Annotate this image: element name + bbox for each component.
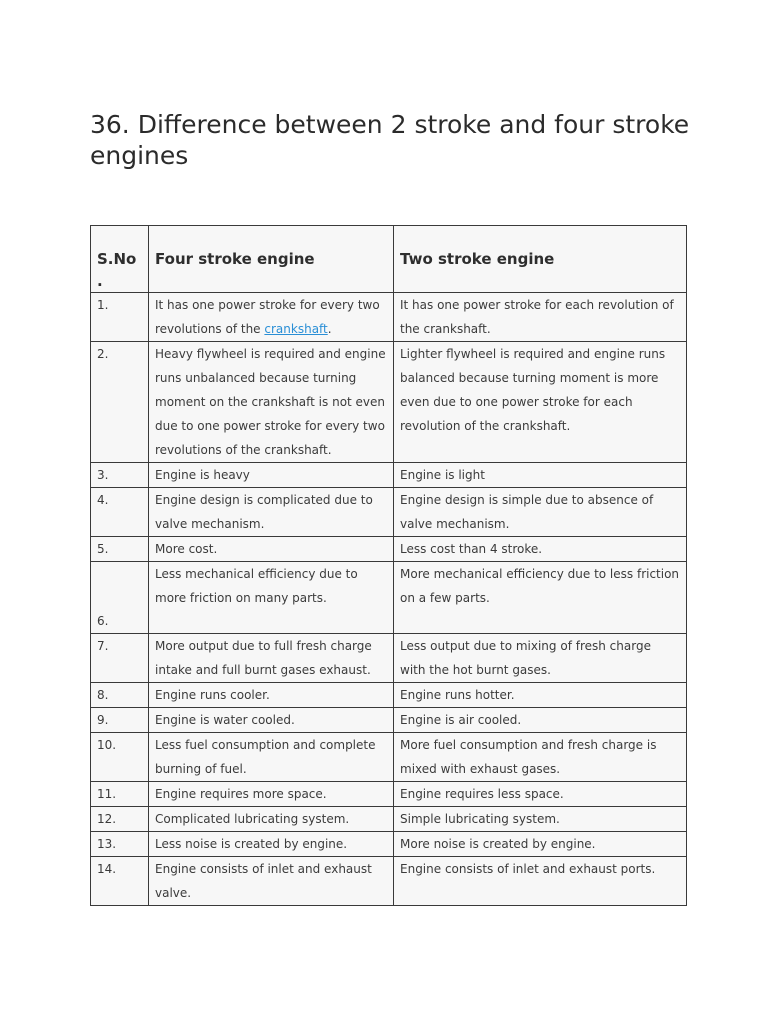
cell-sno: 11. <box>91 782 149 807</box>
cell-two-stroke: Less cost than 4 stroke. <box>394 537 687 562</box>
table-row <box>91 293 687 342</box>
header-two-stroke: Two stroke engine <box>394 226 687 293</box>
cell-four-stroke: Heavy flywheel is required and engine runs unbalanced because turning moment on the crankshaft is not even due to one power stroke for every two revolutions of the crankshaft. <box>149 342 394 463</box>
cell-two-stroke: More mechanical efficiency due to less friction on a few parts. <box>394 562 687 634</box>
cell-sno: 3. <box>91 463 149 488</box>
cell-four-stroke: Less noise is created by engine. <box>149 832 394 857</box>
cell-sno: 10. <box>91 733 149 782</box>
table-row <box>91 537 687 562</box>
table-row <box>91 832 687 857</box>
cell-two-stroke: More fuel consumption and fresh charge is mixed with exhaust gases. <box>394 733 687 782</box>
cell-sno: 14. <box>91 857 149 906</box>
header-sno: S.No . <box>91 226 149 293</box>
cell-sno: 5. <box>91 537 149 562</box>
cell-sno: 1. <box>91 293 149 342</box>
cell-four-stroke: Engine consists of inlet and exhaust valve. <box>149 857 394 906</box>
cell-two-stroke: Simple lubricating system. <box>394 807 687 832</box>
cell-sno: 6. <box>91 562 149 634</box>
cell-sno: 2. <box>91 342 149 463</box>
cell-sno: 9. <box>91 708 149 733</box>
cell-two-stroke: Engine is light <box>394 463 687 488</box>
cell-four-stroke: Complicated lubricating system. <box>149 807 394 832</box>
table-row <box>91 488 687 537</box>
table-row <box>91 733 687 782</box>
crankshaft-link[interactable]: crankshaft <box>264 322 328 336</box>
comparison-table <box>90 225 687 906</box>
table-row <box>91 782 687 807</box>
cell-four-stroke: More output due to full fresh charge intake and full burnt gases exhaust. <box>149 634 394 683</box>
table-row <box>91 463 687 488</box>
cell-text: It has one power stroke for every two revolutions of the <box>155 298 380 336</box>
cell-sno: 13. <box>91 832 149 857</box>
cell-four-stroke: Engine is water cooled. <box>149 708 394 733</box>
cell-four-stroke: Less mechanical efficiency due to more friction on many parts. <box>149 562 394 634</box>
cell-two-stroke: More noise is created by engine. <box>394 832 687 857</box>
table-header-row <box>91 226 687 293</box>
cell-two-stroke: Engine is air cooled. <box>394 708 687 733</box>
cell-two-stroke: Lighter flywheel is required and engine runs balanced because turning moment is more even due to one power stroke for each revolution of the crankshaft. <box>394 342 687 463</box>
cell-sno: 4. <box>91 488 149 537</box>
cell-sno: 12. <box>91 807 149 832</box>
cell-four-stroke: Engine requires more space. <box>149 782 394 807</box>
cell-sno: 8. <box>91 683 149 708</box>
cell-four-stroke: Engine design is complicated due to valve mechanism. <box>149 488 394 537</box>
cell-two-stroke: Engine consists of inlet and exhaust ports. <box>394 857 687 906</box>
table-row <box>91 562 687 634</box>
table-row <box>91 683 687 708</box>
table-row <box>91 857 687 906</box>
cell-two-stroke: It has one power stroke for each revolution of the crankshaft. <box>394 293 687 342</box>
cell-four-stroke: Engine runs cooler. <box>149 683 394 708</box>
cell-four-stroke: More cost. <box>149 537 394 562</box>
table-row <box>91 807 687 832</box>
header-four-stroke: Four stroke engine <box>149 226 394 293</box>
cell-two-stroke: Engine runs hotter. <box>394 683 687 708</box>
cell-four-stroke <box>149 293 394 342</box>
cell-two-stroke: Engine design is simple due to absence of valve mechanism. <box>394 488 687 537</box>
table-row <box>91 634 687 683</box>
page-title: 36. Difference between 2 stroke and four stroke engines <box>90 110 690 170</box>
cell-sno: 7. <box>91 634 149 683</box>
cell-two-stroke: Engine requires less space. <box>394 782 687 807</box>
table-row <box>91 708 687 733</box>
table-row <box>91 342 687 463</box>
cell-text: . <box>327 322 332 336</box>
cell-four-stroke: Less fuel consumption and complete burning of fuel. <box>149 733 394 782</box>
cell-two-stroke: Less output due to mixing of fresh charge with the hot burnt gases. <box>394 634 687 683</box>
cell-four-stroke: Engine is heavy <box>149 463 394 488</box>
